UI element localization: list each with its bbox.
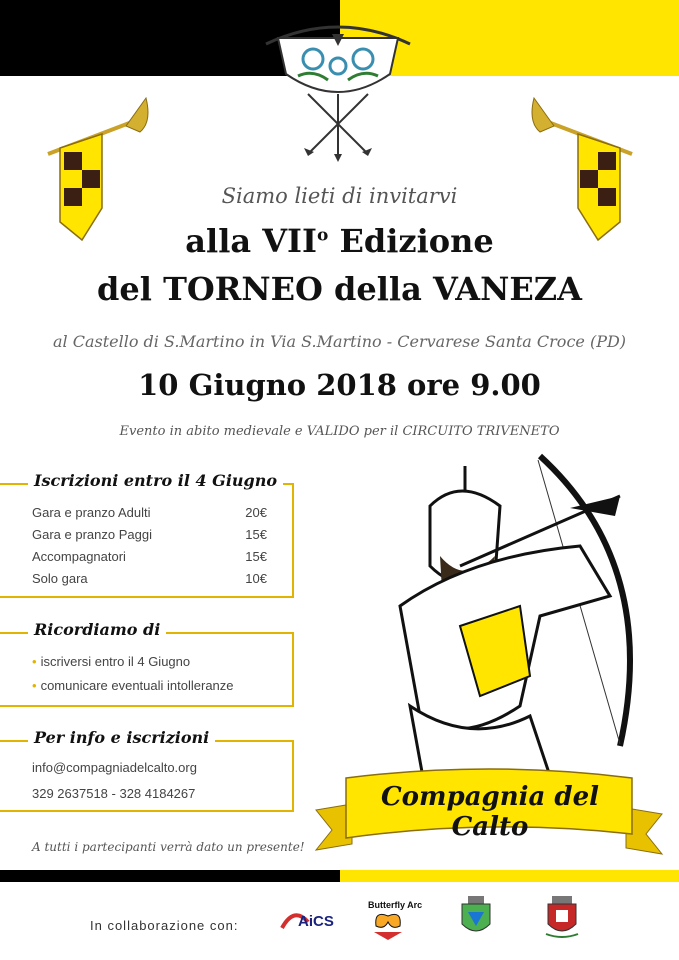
municipality-crest-1: [456, 894, 496, 942]
email-link[interactable]: info@compagniadelcalto.org: [32, 760, 197, 775]
price-row: Accompagnatori 15€: [32, 549, 267, 564]
edition-title: alla VII$^o$ Edizione: [185, 222, 494, 260]
tournament-title: del TORNEO della VANEZA: [97, 270, 582, 308]
registration-box: [0, 471, 294, 598]
aics-logo: [278, 902, 336, 936]
event-note: Evento in abito medievale e VALIDO per il CIRCUITO TRIVENETO: [119, 424, 560, 439]
trumpet-banner-left-icon: [40, 92, 160, 242]
footer-yellow-band: [340, 870, 679, 882]
butterfly-arc-logo: [366, 896, 423, 942]
banner-text: Compagnia del Calto: [380, 782, 600, 842]
bullet-icon: •: [32, 678, 37, 693]
trumpet-banner-right-icon: [520, 92, 640, 242]
registration-title: Iscrizioni entro il 4 Giugno: [28, 471, 283, 490]
venue-text: al Castello di S.Martino in Via S.Martino - Cervarese Santa Croce (PD): [52, 332, 627, 351]
reminders-box: [0, 620, 294, 707]
crest-emblem: [258, 14, 418, 164]
svg-text:AiCS: AiCS: [298, 913, 334, 930]
intro-text: Siamo lieti di invitarvi: [221, 184, 458, 208]
municipality-crest-2: [542, 894, 582, 942]
price-row: Gara e pranzo Paggi 15€: [32, 527, 267, 542]
phone-numbers: 329 2637518 - 328 4184267: [32, 786, 196, 801]
list-item: • iscriversi entro il 4 Giugno: [32, 654, 191, 669]
reminders-title: Ricordiamo di: [28, 620, 166, 639]
gift-note: A tutti i partecipanti verrà dato un presente!: [32, 840, 305, 854]
list-item: • comunicare eventuali intolleranze: [32, 678, 234, 693]
info-title: Per info e iscrizioni: [28, 728, 215, 747]
footer-black-band: [0, 870, 340, 882]
svg-text:Butterfly Arc: Butterfly Arc: [368, 900, 423, 910]
price-row: Solo gara 10€: [32, 571, 267, 586]
price-row: Gara e pranzo Adulti 20€: [32, 505, 267, 520]
info-box: [0, 728, 294, 812]
bullet-icon: •: [32, 654, 37, 669]
event-date: 10 Giugno 2018 ore 9.00: [138, 368, 541, 402]
footer-label: In collaborazione con:: [90, 918, 239, 933]
